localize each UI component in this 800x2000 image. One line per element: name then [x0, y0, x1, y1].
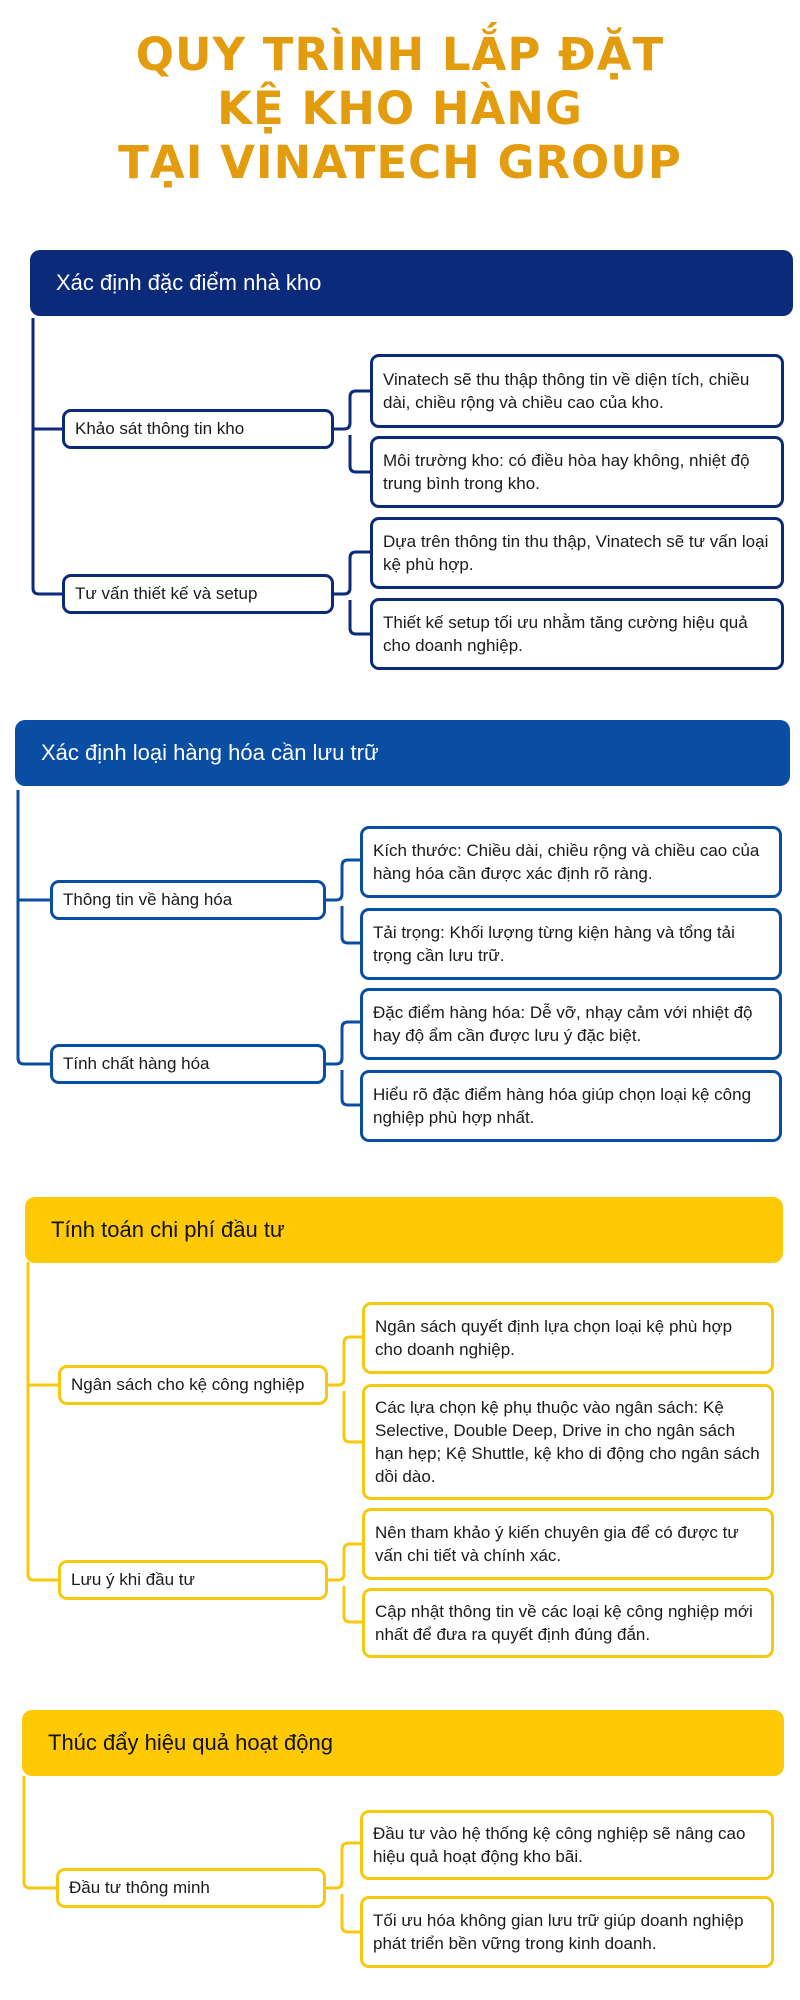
branch-node	[58, 1365, 328, 1405]
leaf-text: Các lựa chọn kệ phụ thuộc vào ngân sách: Kệ Selective, Double Deep, Drive in cho ngân sách hạn hẹp; Kệ Shuttle, kệ kho di động cho ngân sách dồi dào.	[375, 1398, 760, 1486]
branch-node	[50, 1044, 326, 1084]
branch-node	[62, 409, 334, 449]
leaf-text: Nên tham khảo ý kiến chuyên gia để có được tư vấn chi tiết và chính xác.	[375, 1523, 739, 1565]
section-header-label: Xác định loại hàng hóa cần lưu trữ	[41, 740, 379, 765]
leaf-text: Dựa trên thông tin thu thập, Vinatech sẽ tư vấn loại kệ phù hợp.	[383, 532, 769, 574]
leaf-text: Vinatech sẽ thu thập thông tin về diện tích, chiều dài, chiều rộng và chiều cao của kho.	[383, 370, 750, 412]
leaf-node	[370, 517, 784, 589]
leaf-node	[362, 1302, 774, 1374]
section-header-label: Thúc đẩy hiệu quả hoạt động	[48, 1730, 334, 1755]
section-header	[22, 1710, 784, 1776]
leaf-text: Đặc điểm hàng hóa: Dễ vỡ, nhạy cảm với nhiệt độ hay độ ẩm cần được lưu ý đặc biệt.	[373, 1003, 753, 1045]
leaf-text: Thiết kế setup tối ưu nhằm tăng cường hiệu quả cho doanh nghiệp.	[383, 613, 748, 655]
leaf-node	[360, 1810, 774, 1880]
section-header	[30, 250, 793, 316]
branch-label: Thông tin về hàng hóa	[63, 890, 233, 909]
branch-label: Tư vấn thiết kế và setup	[75, 584, 258, 603]
branch-label: Tính chất hàng hóa	[63, 1054, 210, 1073]
section-4-connectors	[24, 1776, 360, 1932]
section-header-label: Xác định đặc điểm nhà kho	[56, 270, 322, 295]
leaf-text: Hiểu rõ đặc điểm hàng hóa giúp chọn loại kệ công nghiệp phù hợp nhất.	[373, 1085, 752, 1127]
branch-label: Khảo sát thông tin kho	[75, 419, 245, 438]
branch-node	[58, 1560, 328, 1600]
leaf-text: Ngân sách quyết định lựa chọn loại kệ phù hợp cho doanh nghiệp.	[375, 1317, 733, 1359]
leaf-text: Kích thước: Chiều dài, chiều rộng và chiều cao của hàng hóa cần được xác định rõ ràng.	[373, 841, 760, 883]
leaf-text: Tối ưu hóa không gian lưu trữ giúp doanh nghiệp phát triển bền vững trong kinh doanh.	[373, 1911, 744, 1953]
title-line: TẠI VINATECH GROUP	[118, 136, 682, 189]
leaf-node	[362, 1384, 774, 1500]
leaf-node	[360, 826, 782, 898]
branch-label: Lưu ý khi đầu tư	[71, 1570, 195, 1589]
branch-node	[56, 1868, 326, 1908]
leaf-text: Môi trường kho: có điều hòa hay không, nhiệt độ trung bình trong kho.	[383, 451, 750, 493]
branch-label: Ngân sách cho kệ công nghiệp	[71, 1375, 305, 1394]
title-line: QUY TRÌNH LẮP ĐẶT	[135, 28, 665, 81]
leaf-text: Đầu tư vào hệ thống kệ công nghiệp sẽ nâng cao hiệu quả hoạt động kho bãi.	[373, 1824, 746, 1866]
title-line: KỆ KHO HÀNG	[217, 82, 583, 135]
leaf-node	[362, 1588, 774, 1658]
leaf-node	[362, 1508, 774, 1580]
branch-node	[50, 880, 326, 920]
leaf-node	[360, 1070, 782, 1142]
section-header	[25, 1197, 783, 1263]
branch-label: Đầu tư thông minh	[69, 1878, 210, 1897]
section-header	[15, 720, 790, 786]
leaf-text: Tải trọng: Khối lượng từng kiện hàng và tổng tải trọng cần lưu trữ.	[373, 923, 735, 965]
section-header-label: Tính toán chi phí đầu tư	[51, 1217, 285, 1242]
leaf-node	[370, 598, 784, 670]
leaf-node	[360, 1896, 774, 1968]
leaf-node	[360, 988, 782, 1060]
leaf-node	[360, 908, 782, 980]
branch-node	[62, 574, 334, 614]
leaf-text: Cập nhật thông tin về các loại kệ công nghiệp mới nhất để đưa ra quyết định đúng đắn.	[375, 1602, 753, 1644]
leaf-node	[370, 354, 784, 428]
leaf-node	[370, 436, 784, 508]
